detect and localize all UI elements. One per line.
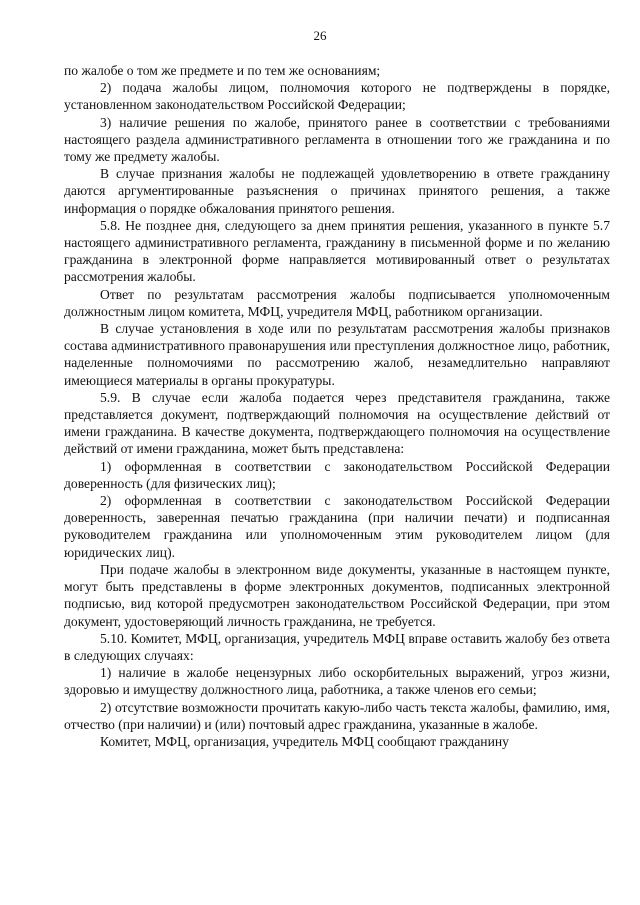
paragraph: В случае признания жалобы не подлежащей удовлетворению в ответе гражданину даются аргументированные разъяснения о причинах принятого решения, а также информация о порядке обжалования принятого решения. bbox=[64, 166, 610, 216]
paragraph: 2) подача жалобы лицом, полномочия которого не подтверждены в порядке, установленном законодательством Российской Федерации; bbox=[64, 80, 610, 113]
page-number: 26 bbox=[313, 28, 327, 43]
paragraph-continuation: по жалобе о том же предмете и по тем же основаниям; bbox=[64, 63, 381, 78]
paragraph: 1) оформленная в соответствии с законодательством Российской Федерации доверенность (для физических лиц); bbox=[64, 458, 610, 491]
paragraph: 3) наличие решения по жалобе, принятого ранее в соответствии с требованиями настоящего раздела административного регламента в отношении того же гражданина и по тому же предмету жалобы. bbox=[64, 114, 610, 165]
paragraph: 2) отсутствие возможности прочитать какую-либо часть текста жалобы, фамилию, имя, отчество (при наличии) и (или) почтовый адрес гражданина, указанные в жалобе. bbox=[64, 699, 610, 732]
paragraph: 5.10. Комитет, МФЦ, организация, учредитель МФЦ вправе оставить жалобу без ответа в следующих случаях: bbox=[64, 630, 610, 663]
paragraph: При подаче жалобы в электронном виде документы, указанные в настоящем пункте, могут быть представлены в форме электронных документов, подписанных электронной подписью, вид которой предусмотрен законодательством Российской Федерации, при этом документ, удостоверяющий личность гражданина, не требуется. bbox=[64, 561, 610, 629]
paragraph: Комитет, МФЦ, организация, учредитель МФЦ сообщают гражданину bbox=[100, 733, 509, 749]
paragraph: 1) наличие в жалобе нецензурных либо оскорбительных выражений, угроз жизни, здоровью и имуществу должностного лица, работника, а также членов его семьи; bbox=[64, 665, 610, 698]
paragraph: В случае установления в ходе или по результатам рассмотрения жалобы признаков состава административного правонарушения или преступления должностное лицо, работник, наделенные полномочиями по рассмотрению жалоб, незамедлительно направляют имеющиеся материалы в органы прокуратуры. bbox=[64, 321, 610, 388]
paragraph: 5.8. Не позднее дня, следующего за днем принятия решения, указанного в пункте 5.7 настоящего административного регламента, гражданину в письменной форме и по желанию гражданина в электронной форме направляется мотивированный ответ о результатах рассмотрения жалобы. bbox=[64, 217, 610, 285]
page-body bbox=[64, 62, 610, 750]
paragraph: Ответ по результатам рассмотрения жалобы подписывается уполномоченным должностным лицом комитета, МФЦ, учредителя МФЦ, работником организации. bbox=[64, 286, 610, 319]
paragraph: 2) оформленная в соответствии с законодательством Российской Федерации доверенность, заверенная печатью гражданина (при наличии печати) и подписанная руководителем гражданина или уполномоченным этим руководителем лицом (для юридических лиц). bbox=[64, 493, 610, 560]
paragraph: 5.9. В случае если жалоба подается через представителя гражданина, также представляется документ, подтверждающий полномочия на осуществление действий от имени гражданина. В качестве документа, подтверждающего полномочия на осуществление действий от имени гражданина, может быть представлена: bbox=[64, 389, 610, 457]
